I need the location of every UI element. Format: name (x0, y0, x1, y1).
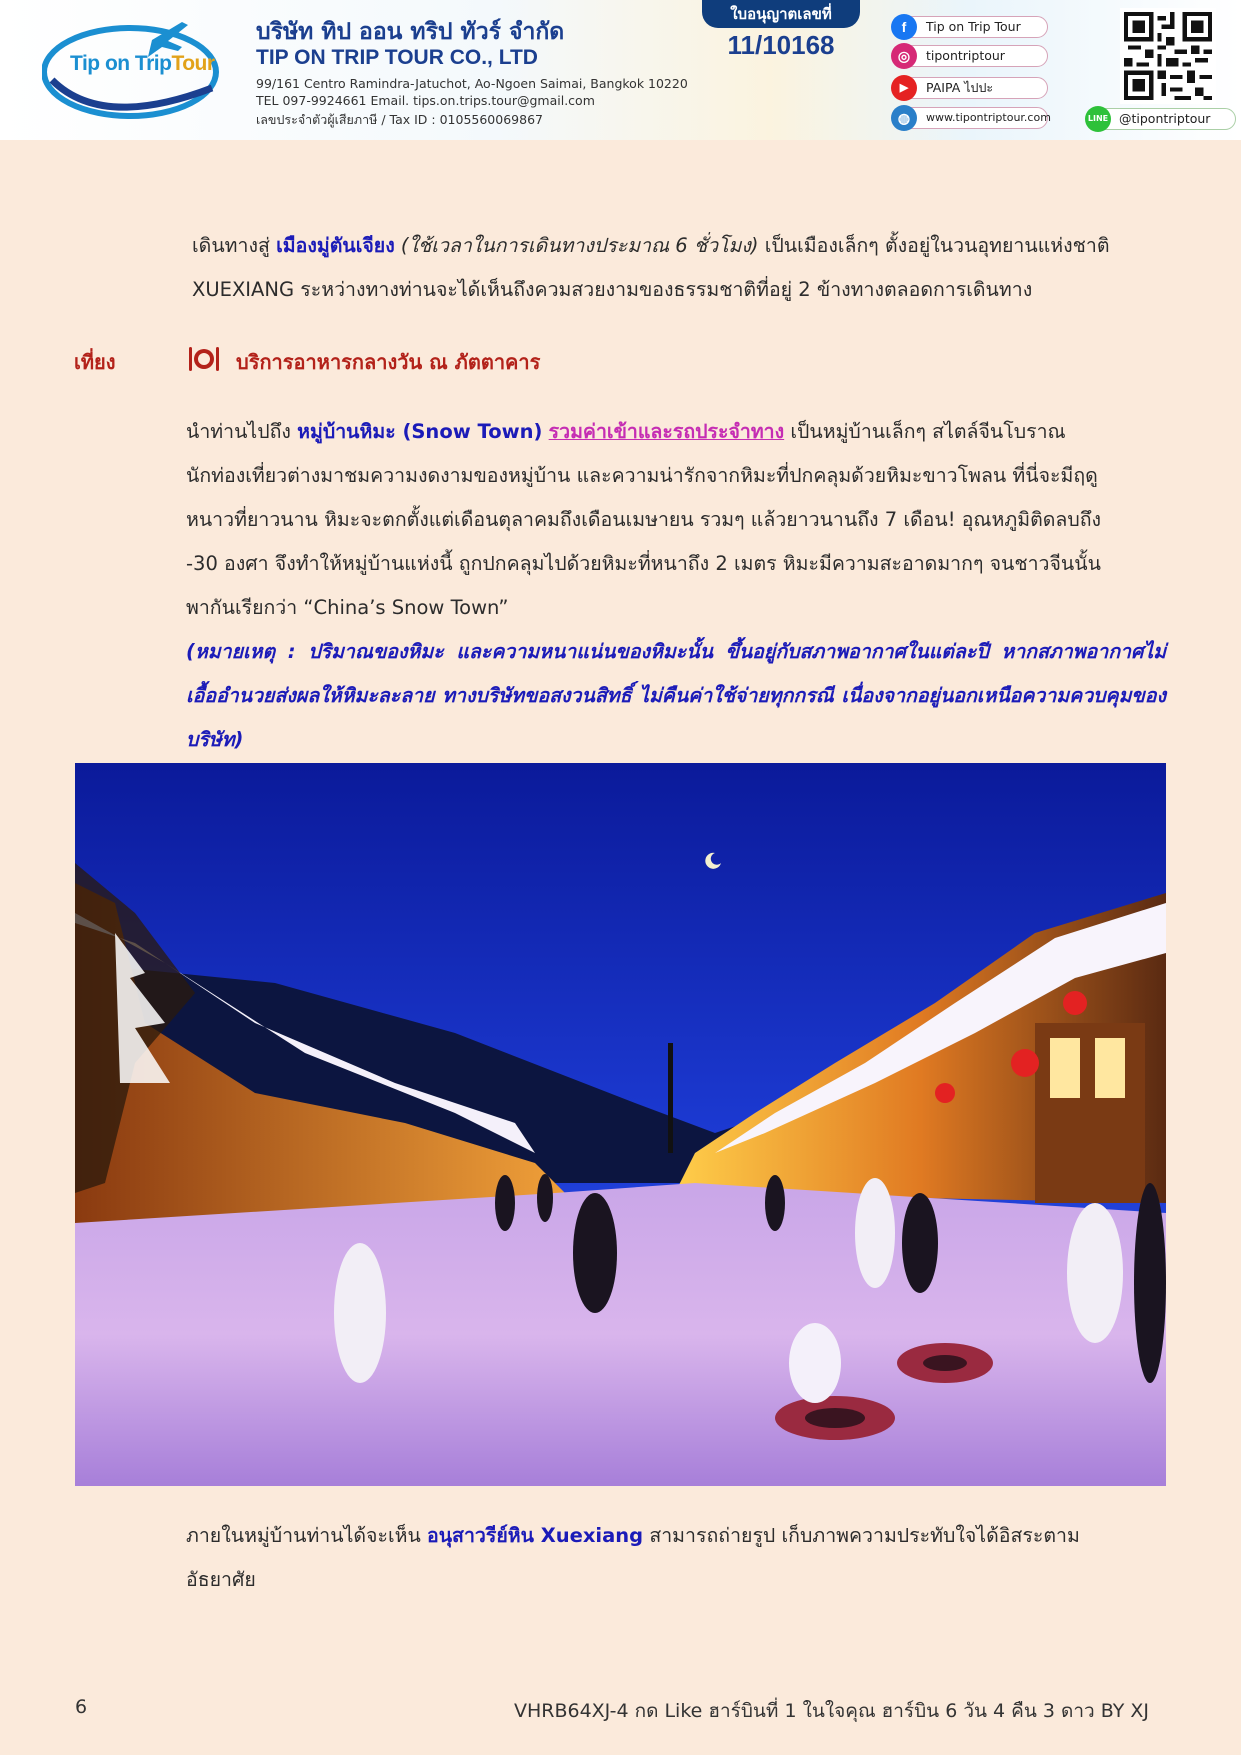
plate-cutlery-icon (188, 345, 220, 373)
company-name-english: TIP ON TRIP TOUR CO., LTD (256, 46, 538, 69)
social-instagram-label: tipontriptour (926, 48, 1005, 63)
page-header (0, 0, 1241, 140)
monument-paragraph (186, 1514, 1172, 1602)
snowtown-line-1: นำท่านไปถึง หมู่บ้านหิมะ (Snow Town) รวมค่าเข้าและรถประจำทาง เป็นหมู่บ้านเล็กๆ สไตล์จีนโบราณ (186, 420, 1066, 443)
intro-paragraph (192, 224, 1172, 312)
tour-code-footer: VHRB64XJ-4 กด Like ฮาร์บินที่ 1 ในใจคุณ ฮาร์บิน 6 วัน 4 คืน 3 ดาว BY XJ (513, 1700, 1149, 1722)
social-website-label: www.tipontriptour.com (926, 111, 1051, 124)
company-contact: TEL 097-9924661 Email. tips.on.trips.tour@gmail.com (256, 93, 595, 108)
social-line[interactable] (1086, 108, 1236, 130)
travel-duration: (ใช้เวลาในการเดินทางประมาณ 6 ชั่วโมง) (394, 234, 759, 257)
social-youtube-label: PAIPA ไปปะ (926, 80, 994, 95)
instagram-icon: ◎ (891, 43, 917, 69)
line-icon: LINE (1085, 106, 1111, 132)
monument-line-2: อัธยาศัย (186, 1568, 256, 1591)
social-line-label: @tipontriptour (1119, 111, 1211, 126)
social-facebook-label: Tip on Trip Tour (926, 19, 1021, 34)
company-tax-id: เลขประจำตัวผู้เสียภาษี / Tax ID : 0105560069867 (256, 112, 543, 127)
license-label: ใบอนุญาตเลขที่ (702, 0, 860, 28)
snow-town-photo (75, 763, 1166, 1486)
facebook-icon: f (891, 14, 917, 40)
snow-town-name: หมู่บ้านหิมะ (Snow Town) (297, 420, 543, 443)
destination-name: เมืองมู่ตันเจียง (276, 234, 395, 257)
snowtown-line-2: นักท่องเที่ยวต่างมาชมความงดงามของหมู่บ้าน และความน่ารักจากหิมะที่ปกคลุมด้วยหิมะขาวโพลน ที่นี่จะมีฤดู (186, 464, 1098, 487)
snowtown-line-4: -30 องศา จึงทำให้หมู่บ้านแห่งนี้ ถูกปกคลุมไปด้วยหิมะที่หนาถึง 2 เมตร หิมะมีความสะอาดมากๆ จนชาวจีนนั้น (186, 552, 1101, 575)
company-name-thai: บริษัท ทิป ออน ทริป ทัวร์ จำกัด (256, 19, 565, 45)
included-fee-note: รวมค่าเข้าและรถประจำทาง (548, 420, 785, 443)
social-facebook[interactable] (892, 16, 1048, 38)
meal-time-label: เที่ยง (74, 350, 116, 374)
qr-code-icon[interactable] (1120, 8, 1216, 104)
youtube-icon: ▶ (891, 75, 917, 101)
monument-name: อนุสาวรีย์หิน Xuexiang (427, 1524, 644, 1547)
intro-line-1: เดินทางสู่ เมืองมู่ตันเจียง (ใช้เวลาในการเดินทางประมาณ 6 ชั่วโมง) เป็นเมืองเล็กๆ ตั้งอยู่ในวนอุทยานแห่งชาติ (192, 234, 1110, 257)
license-number: 11/10168 (727, 30, 835, 60)
social-youtube[interactable] (892, 77, 1048, 99)
website-icon: ◍ (891, 105, 917, 131)
company-address: 99/161 Centro Ramindra-Jatuchot, Ao-Ngoen Saimai, Bangkok 10220 (256, 76, 688, 91)
snowtown-line-3: หนาวที่ยาวนาน หิมะจะตกตั้งแต่เดือนตุลาคมถึงเดือนเมษายน รวมๆ แล้วยาวนานถึง 7 เดือน! อุณหภูมิติดลบถึง (186, 508, 1102, 531)
meal-description: บริการอาหารกลางวัน ณ ภัตตาคาร (236, 350, 541, 374)
snowtown-paragraph (186, 410, 1172, 630)
social-instagram[interactable] (892, 45, 1048, 67)
intro-line-2: XUEXIANG ระหว่างทางท่านจะได้เห็นถึงควมสวยงามของธรรมชาติที่อยู่ 2 ข้างทางตลอดการเดินทาง (192, 278, 1033, 301)
page-number: 6 (75, 1696, 88, 1718)
logo-wordmark: Tip on TripTour (70, 52, 215, 75)
weather-disclaimer-note: (หมายเหตุ : ปริมาณของหิมะ และความหนาแน่นของหิมะนั้น ขึ้นอยู่กับสภาพอากาศในแต่ละปี หากสภาพอากาศไม่เอื้ออำนวยส่งผลให้หิมะละลาย ทางบริษัทขอสงวนสิทธิ์ ไม่คืนค่าใช้จ่ายทุกกรณี เนื่องจากอยู่นอกเหนือความควบคุมของบริษัท) (186, 640, 1166, 751)
social-website[interactable] (892, 107, 1051, 129)
snowtown-line-5: พากันเรียกว่า “China’s Snow Town” (186, 596, 509, 619)
monument-line-1: ภายในหมู่บ้านท่านได้จะเห็น อนุสาวรีย์หิน Xuexiang สามารถถ่ายรูป เก็บภาพความประทับใจได้อิสระตาม (186, 1524, 1080, 1547)
